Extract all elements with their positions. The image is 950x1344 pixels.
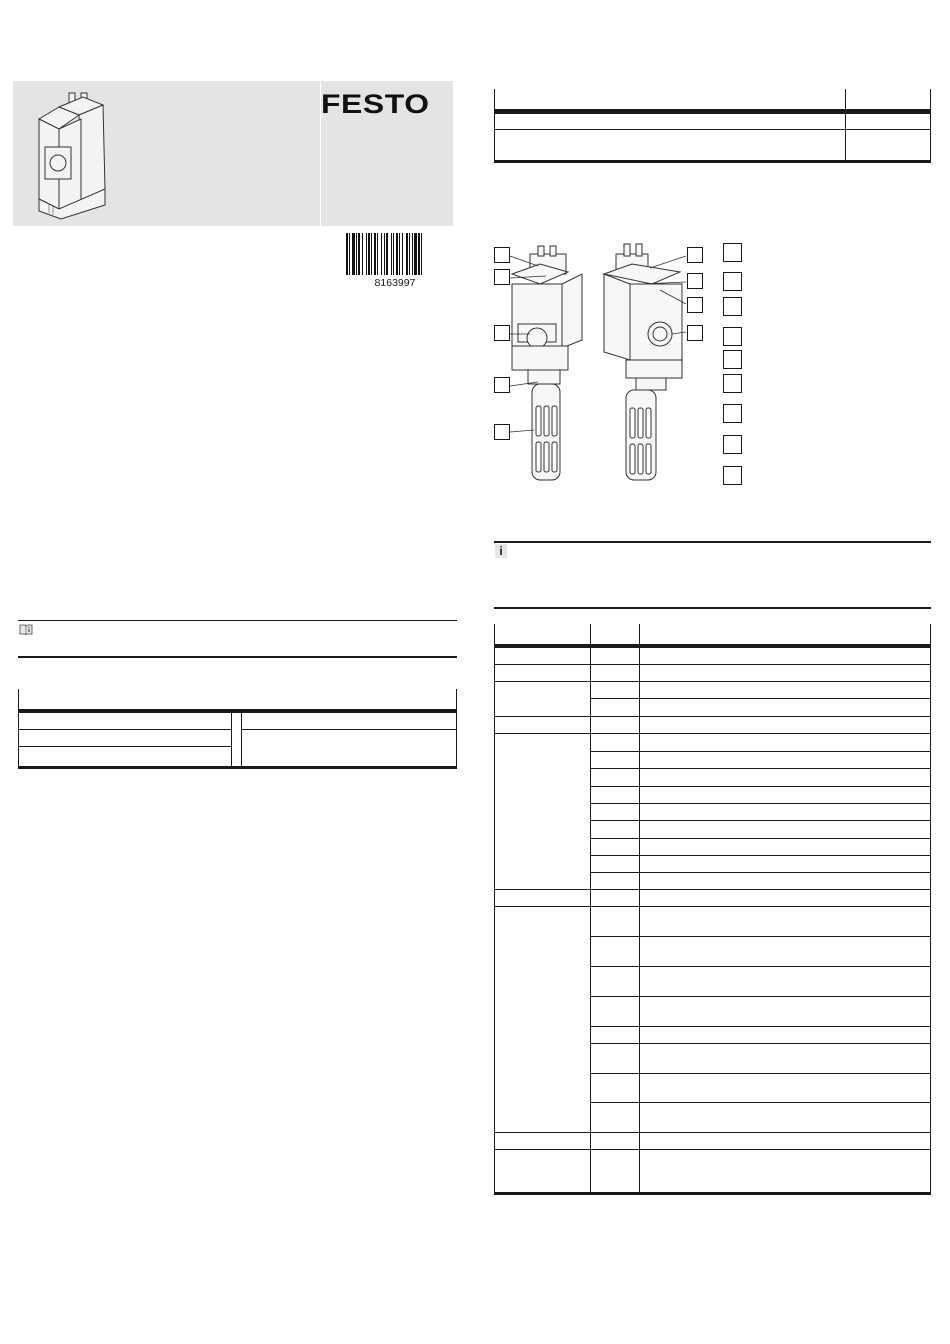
spec-table-row-rule: [494, 1149, 931, 1150]
barcode-bar: [421, 233, 422, 275]
callout-box: [494, 247, 510, 263]
spec-table-subrow-rule: [590, 1073, 931, 1074]
legend-box: [723, 466, 742, 485]
spec-table-subrow-rule: [590, 996, 931, 997]
spec-table-row-rule: [494, 681, 931, 682]
spec-table-subrow-rule: [590, 751, 931, 752]
spec-table-row-rule: [494, 1132, 931, 1133]
callout-box: [687, 247, 703, 263]
manual-info-icon: [19, 622, 33, 640]
spec-table-subrow-rule: [590, 838, 931, 839]
spec-table-subrow-rule: [590, 872, 931, 873]
spec-table-subrow-rule: [590, 768, 931, 769]
spec-table-row-rule: [494, 889, 931, 890]
barcode-number: 8163997: [374, 277, 416, 289]
section-rule-right: [494, 607, 931, 609]
callout-box: [687, 273, 703, 289]
barcode-bar: [352, 233, 355, 275]
valve-product-icon: [37, 89, 127, 221]
spec-table-subrow-rule: [590, 855, 931, 856]
spec-table-row-rule: [494, 733, 931, 734]
spec-table-col-rule: [590, 624, 591, 644]
spec-table-col-rule: [639, 648, 640, 1192]
info-icon: i: [495, 544, 507, 558]
spec-table-subrow-rule: [590, 786, 931, 787]
legend-box: [723, 243, 742, 262]
spec-table-subrow-rule: [590, 1043, 931, 1044]
spec-table-subrow-rule: [590, 803, 931, 804]
spec-table-col-rule: [590, 648, 591, 1192]
spec-table-subrow-rule: [590, 820, 931, 821]
barcode-bar: [412, 233, 413, 275]
spec-table-subrow-rule: [590, 966, 931, 967]
barcode-bar: [346, 233, 348, 275]
left-table-header-rule: [18, 709, 457, 713]
barcode-bar: [349, 233, 350, 275]
barcode-bar: [384, 233, 385, 275]
note-top-rule: [494, 541, 931, 543]
barcode-bar: [406, 233, 408, 275]
revision-table-header-rule: [494, 109, 931, 114]
barcode-bar: [358, 233, 360, 275]
valve-diagram-icon: [490, 236, 750, 488]
product-header: [13, 81, 453, 226]
spec-table-col-rule: [930, 624, 931, 644]
barcode-bar: [402, 233, 403, 275]
section-rule: [18, 656, 457, 658]
legend-box: [723, 350, 742, 369]
callout-box: [494, 269, 510, 285]
barcode-bar: [418, 233, 420, 275]
barcode-bar: [377, 233, 378, 275]
barcode: [346, 233, 444, 289]
notice-top-rule: [18, 620, 457, 621]
spec-table-subrow-rule: [590, 1102, 931, 1103]
barcode-bar: [362, 233, 363, 275]
barcode-bar: [393, 233, 394, 275]
spec-table-col-rule: [494, 648, 495, 1192]
barcode-bars: [346, 233, 444, 275]
spec-table-bottom-rule: [494, 1192, 931, 1195]
callout-box: [494, 325, 510, 341]
spec-table-subrow-rule: [590, 698, 931, 699]
spec-table-row-rule: [494, 716, 931, 717]
legend-box: [723, 272, 742, 291]
spec-table-header-rule: [494, 644, 931, 648]
spec-table-col-rule: [930, 648, 931, 1192]
barcode-bar: [396, 233, 398, 275]
barcode-bar: [381, 233, 382, 275]
callout-box: [687, 297, 703, 313]
barcode-bar: [374, 233, 376, 275]
barcode-bar: [409, 233, 410, 275]
legend-box: [723, 374, 742, 393]
barcode-bar: [414, 233, 417, 275]
legend-box: [723, 435, 742, 454]
legend-box: [723, 327, 742, 346]
spec-table-col-rule: [639, 624, 640, 644]
left-table-bottom-rule: [18, 766, 457, 769]
callout-box: [494, 424, 510, 440]
spec-table-subrow-rule: [590, 1026, 931, 1027]
legend-box: [723, 404, 742, 423]
callout-box: [687, 325, 703, 341]
spec-table-row-rule: [494, 906, 931, 907]
barcode-bar: [399, 233, 400, 275]
barcode-bar: [356, 233, 357, 275]
spec-table-col-rule: [494, 624, 495, 644]
callout-box: [494, 377, 510, 393]
barcode-bar: [368, 233, 370, 275]
legend-box: [723, 297, 742, 316]
barcode-bar: [391, 233, 392, 275]
barcode-bar: [386, 233, 388, 275]
festo-logo: FESTO: [321, 89, 430, 119]
spec-table-row-rule: [494, 664, 931, 665]
barcode-bar: [371, 233, 372, 275]
spec-table-subrow-rule: [590, 936, 931, 937]
barcode-bar: [366, 233, 367, 275]
